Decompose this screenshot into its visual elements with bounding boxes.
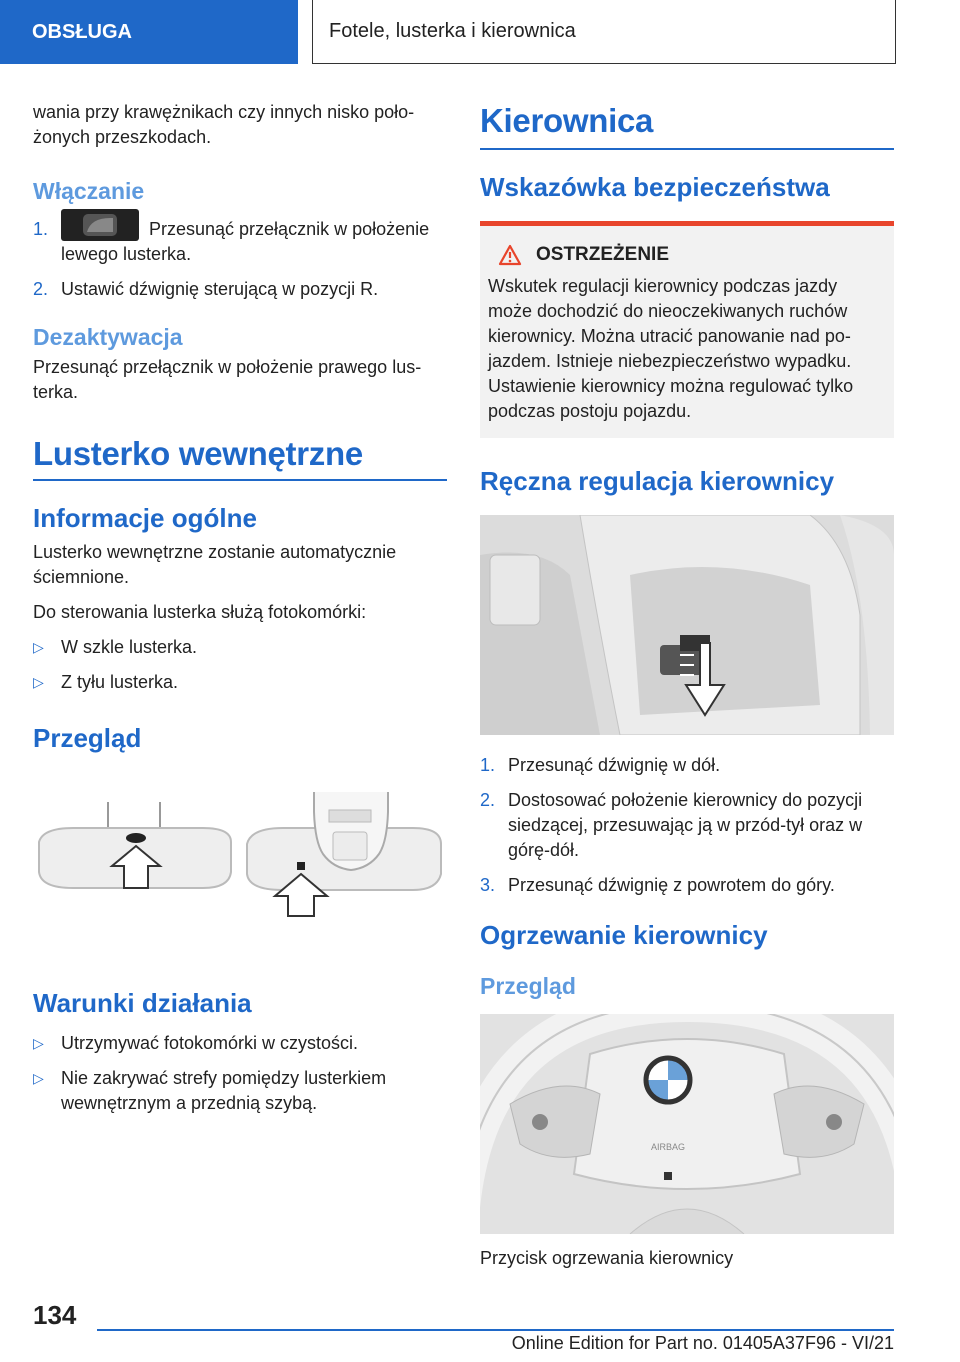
kierownica-heading: Kierownica — [480, 102, 654, 139]
list-item — [33, 277, 447, 302]
chapter-title: Fotele, lusterka i kierownica — [329, 20, 576, 42]
heating-heading: Ogrzewanie kierownicy — [480, 920, 768, 950]
steering-column-image — [480, 515, 894, 735]
manual-heading: Ręczna regulacja kierownicy — [480, 466, 835, 496]
heading-rule — [480, 148, 894, 150]
step-text: Dostosować położenie kierownicy do pozycji siedzącej, przesuwając ją w przód-tył oraz w górę-dół. — [508, 790, 863, 860]
list-item — [480, 788, 894, 863]
info-text-2: Do sterowania lusterka służą fotokomórki: — [33, 602, 367, 622]
manual-steps — [480, 753, 894, 898]
bullet-icon: ▷ — [33, 1070, 44, 1086]
chapter-header — [312, 0, 896, 64]
airbag-label: AIRBAG — [650, 1142, 686, 1152]
warning-box — [480, 221, 894, 438]
footer-rule — [97, 1329, 894, 1331]
warning-label: OSTRZEŻENIE — [536, 244, 670, 265]
step-number: 3. — [480, 875, 496, 895]
right-column — [480, 100, 894, 1271]
wlaczanie-heading: Włączanie — [33, 178, 145, 204]
edition-note: Online Edition for Part no. 01405A37F96 - VI/21 — [511, 1333, 894, 1353]
step-text: Ustawić dźwignię sterującą w pozycji R. — [61, 279, 379, 299]
warning-text: Wskutek regulacji kierownicy podczas jazdy może dochodzić do nieoczekiwanych ruchów kierownicy. Można utracić panowanie nad po-jazdem. Istnieje niebezpieczeństwo wypadku. Ustawienie kierownicy można regulować tylko podczas postoju pojazdu. — [488, 276, 854, 421]
warunki-list — [33, 1031, 447, 1116]
heating-overview-heading: Przegląd — [480, 973, 576, 999]
photocell-list — [33, 635, 447, 695]
bullet-icon: ▷ — [33, 639, 44, 655]
step-text: Przesunąć dźwignię w dół. — [508, 755, 721, 775]
steering-wheel-image — [480, 1014, 894, 1234]
info-heading: Informacje ogólne — [33, 503, 257, 533]
bullet-text: Z tyłu lusterka. — [61, 672, 179, 692]
steering-heating-caption: Przycisk ogrzewania kierownicy — [480, 1248, 734, 1268]
section-tab — [0, 0, 298, 64]
info-text-1: Lusterko wewnętrzne zostanie automatycznie ściemnione. — [33, 542, 397, 587]
left-column — [33, 100, 447, 1116]
step-number: 1. — [480, 755, 496, 775]
list-item — [33, 217, 447, 267]
list-item — [33, 1066, 447, 1116]
bullet-text: W szkle lusterka. — [61, 637, 198, 657]
step-number: 2. — [480, 790, 496, 810]
bullet-text: Nie zakrywać strefy pomiędzy lusterkiem wewnętrznym a przednią szybą. — [61, 1068, 387, 1113]
bullet-text: Utrzymywać fotokomórki w czystości. — [61, 1033, 359, 1053]
step-number: 2. — [33, 279, 49, 299]
bullet-icon: ▷ — [33, 674, 44, 690]
step-number: 1. — [33, 219, 49, 239]
mirror-illustration — [33, 792, 447, 942]
section-title: OBSŁUGA — [32, 20, 132, 43]
intro-text: wania przy krawężnikach czy innych nisko poło-żonych przeszkodach. — [33, 102, 415, 147]
warunki-heading: Warunki działania — [33, 988, 252, 1018]
step-content — [61, 217, 447, 267]
list-item — [33, 1031, 447, 1056]
przeglad-heading: Przegląd — [33, 723, 142, 753]
warning-triangle-icon — [498, 244, 522, 266]
lusterko-heading: Lusterko wewnętrzne — [33, 435, 363, 472]
bullet-icon: ▷ — [33, 1035, 44, 1051]
list-item — [33, 635, 447, 660]
step-text: Przesunąć dźwignię z powrotem do góry. — [508, 875, 835, 895]
list-item — [33, 670, 447, 695]
safety-heading: Wskazówka bezpieczeństwa — [480, 172, 830, 202]
list-item — [480, 753, 894, 778]
warning-title — [488, 244, 886, 266]
dezaktywacja-text: Przesunąć przełącznik w położenie prawego lus-terka. — [33, 357, 422, 402]
dezaktywacja-heading: Dezaktywacja — [33, 324, 183, 350]
page-number: 134 — [33, 1300, 77, 1330]
mirror-switch-icon — [61, 209, 139, 241]
wlaczanie-steps — [33, 217, 447, 302]
list-item — [480, 873, 894, 898]
step-text: Przesunąć przełącznik w położenie lewego lusterka. — [61, 219, 430, 264]
heading-rule — [33, 479, 447, 481]
